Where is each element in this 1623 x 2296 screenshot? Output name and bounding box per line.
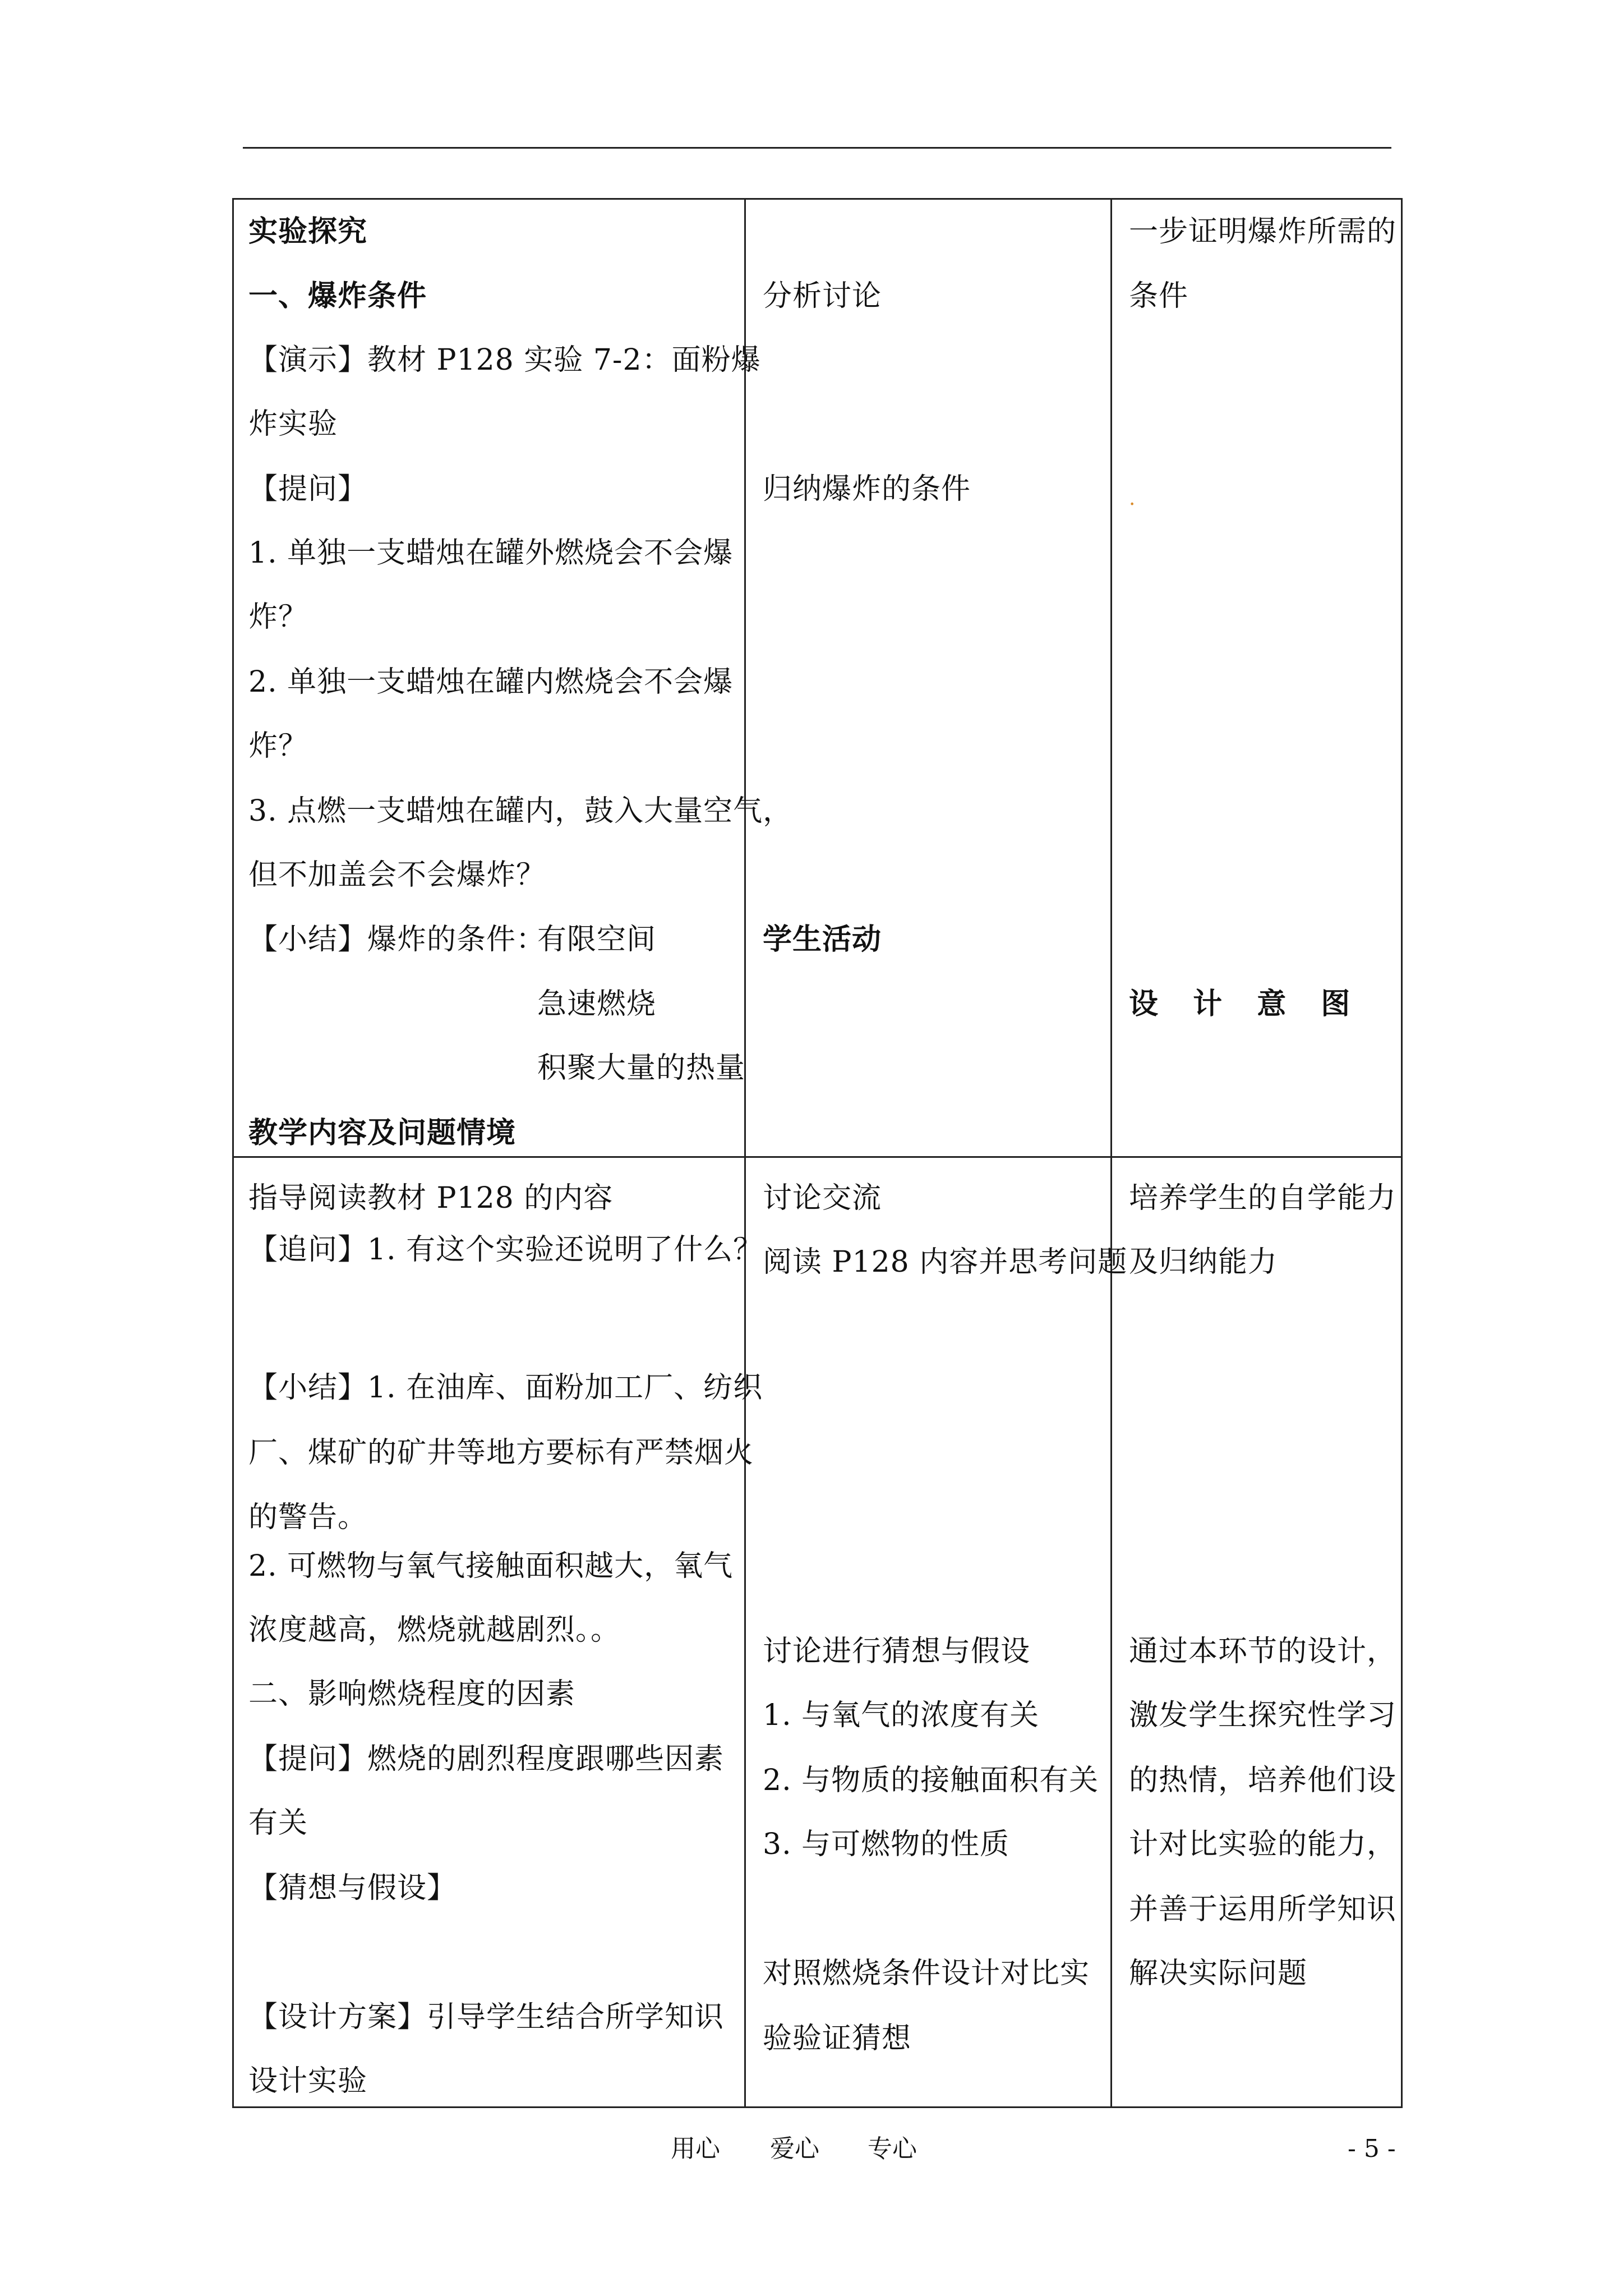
page-number: - 5 - bbox=[1348, 2134, 1396, 2163]
hypothesis-2: 2. 与物质的接触面积有关 bbox=[763, 1764, 1099, 1797]
summary-item-3: 积聚大量的热量 bbox=[537, 1051, 746, 1085]
table-column-divider-1 bbox=[744, 198, 746, 2108]
question-2-line-1: 2. 单独一支蜡烛在罐内燃烧会不会爆 bbox=[248, 665, 734, 699]
summary-label: 【小结】爆炸的条件： bbox=[248, 923, 546, 956]
question-3-line-1: 3. 点燃一支蜡烛在罐内，鼓入大量空气， bbox=[248, 794, 793, 828]
column-header-student-activity: 学生活动 bbox=[763, 922, 882, 956]
question-1-line-2: 炸？ bbox=[248, 600, 308, 634]
goal-2-line-6: 解决实际问题 bbox=[1129, 1957, 1308, 1990]
hypothesis-3: 3. 与可燃物的性质 bbox=[763, 1828, 1010, 1861]
summary-1-line-2: 厂、煤矿的矿井等地方要标有严禁烟火 bbox=[248, 1436, 754, 1470]
summary-1-line-3: 的警告。 bbox=[248, 1501, 368, 1534]
design-intent-line-1: 一步证明爆炸所需的 bbox=[1129, 215, 1397, 249]
demo-line-1: 【演示】教材 P128 实验 7-2：面粉爆 bbox=[248, 343, 761, 377]
goal-1-line-2: 及归纳能力 bbox=[1129, 1245, 1278, 1279]
footer-motto-3: 专心 bbox=[868, 2134, 917, 2163]
goal-2-line-4: 计对比实验的能力， bbox=[1129, 1828, 1397, 1861]
guide-reading: 指导阅读教材 P128 的内容 bbox=[248, 1181, 614, 1215]
summary-2-line-2: 浓度越高，燃烧就越剧烈。。 bbox=[248, 1613, 621, 1647]
demo-line-2: 炸实验 bbox=[248, 407, 338, 441]
summary-item-1: 有限空间 bbox=[537, 923, 657, 956]
conclude-explosion-conditions: 归纳爆炸的条件 bbox=[763, 472, 971, 506]
question-3-line-2: 但不加盖会不会爆炸？ bbox=[248, 858, 546, 892]
hypothesis-label: 【猜想与假设】 bbox=[248, 1871, 457, 1905]
table-row-divider bbox=[232, 1156, 1403, 1158]
summary-item-2: 急速燃烧 bbox=[537, 987, 657, 1021]
question-label: 【提问】 bbox=[248, 472, 368, 506]
discussion-exchange: 讨论交流 bbox=[763, 1181, 882, 1215]
column-header-teaching-content: 教学内容及问题情境 bbox=[248, 1116, 517, 1150]
compare-experiment-line-1: 对照燃烧条件设计对比实 bbox=[763, 1957, 1090, 1990]
footer-motto-2: 爱心 bbox=[770, 2134, 819, 2163]
ask-line-1: 【提问】燃烧的剧烈程度跟哪些因素 bbox=[248, 1742, 725, 1776]
footer-motto-1: 用心 bbox=[671, 2134, 720, 2163]
heading-experiment-inquiry: 实验探究 bbox=[248, 214, 368, 249]
ask-line-2: 有关 bbox=[248, 1806, 308, 1840]
section-combustion-factors: 二、影响燃烧程度的因素 bbox=[248, 1677, 576, 1711]
stray-dot: · bbox=[1129, 493, 1136, 516]
goal-2-line-5: 并善于运用所学知识 bbox=[1129, 1893, 1397, 1926]
goal-2-line-2: 激发学生探究性学习 bbox=[1129, 1699, 1397, 1732]
compare-experiment-line-2: 验验证猜想 bbox=[763, 2022, 912, 2055]
header-rule bbox=[243, 147, 1391, 149]
section-explosion-conditions: 一、爆炸条件 bbox=[248, 279, 427, 313]
design-plan-line-1: 【设计方案】引导学生结合所学知识 bbox=[248, 2000, 725, 2034]
question-2-line-2: 炸？ bbox=[248, 729, 308, 763]
table-column-divider-2 bbox=[1110, 198, 1112, 2108]
hypothesis-1: 1. 与氧气的浓度有关 bbox=[763, 1699, 1040, 1732]
goal-1-line-1: 培养学生的自学能力 bbox=[1129, 1181, 1397, 1215]
question-1-line-1: 1. 单独一支蜡烛在罐外燃烧会不会爆 bbox=[248, 536, 734, 570]
analysis-discussion: 分析讨论 bbox=[763, 279, 882, 313]
design-plan-line-2: 设计实验 bbox=[248, 2064, 368, 2098]
goal-2-line-3: 的热情，培养他们设 bbox=[1129, 1764, 1397, 1797]
discuss-hypothesis: 讨论进行猜想与假设 bbox=[763, 1635, 1031, 1668]
design-intent-line-2: 条件 bbox=[1129, 279, 1189, 313]
goal-2-line-1: 通过本环节的设计， bbox=[1129, 1635, 1397, 1668]
summary-2-line-1: 2. 可燃物与氧气接触面积越大，氧气 bbox=[248, 1549, 734, 1583]
summary-1-line-1: 【小结】1. 在油库、面粉加工厂、纺织 bbox=[248, 1371, 763, 1405]
column-header-design-intent: 设 计 意 图 bbox=[1129, 987, 1363, 1021]
follow-up-question: 【追问】1. 有这个实验还说明了什么？ bbox=[248, 1233, 763, 1267]
read-and-think: 阅读 P128 内容并思考问题 bbox=[763, 1245, 1128, 1279]
